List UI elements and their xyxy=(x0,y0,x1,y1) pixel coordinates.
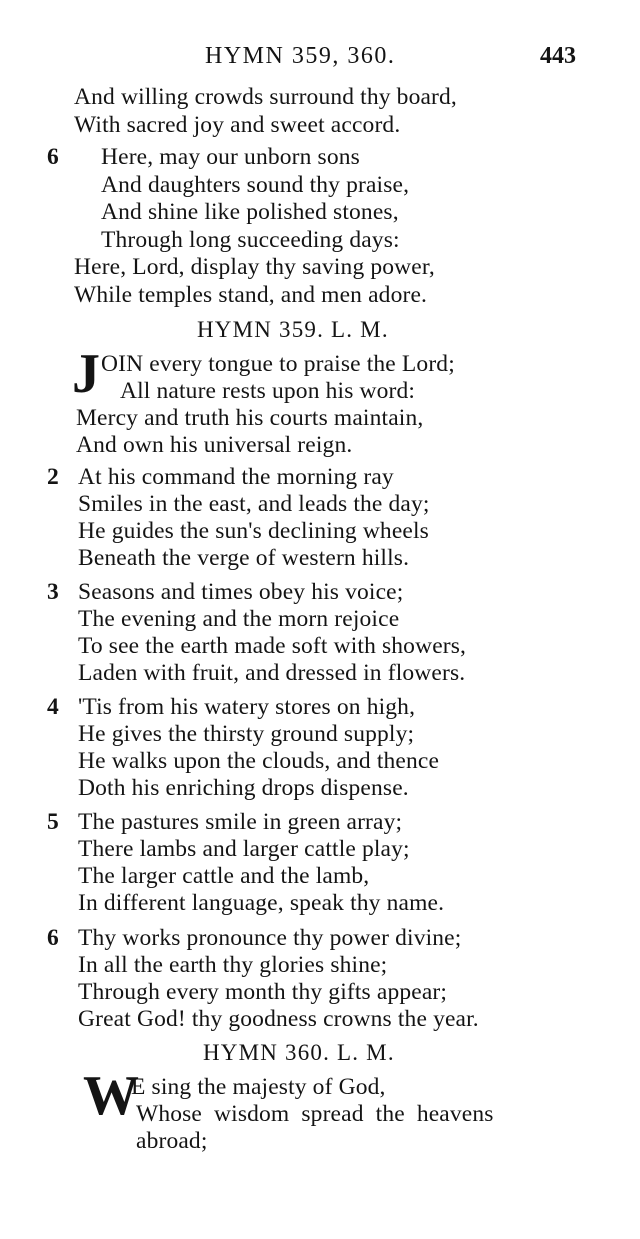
verse-line: And own his universal reign. xyxy=(76,432,353,458)
running-head: HYMN 359, 360. xyxy=(205,43,396,69)
verse-line: And daughters sound thy praise, xyxy=(101,172,410,198)
verse-line: All nature rests upon his word: xyxy=(120,378,416,404)
drop-cap: J xyxy=(72,343,100,405)
stanza-number: 2 xyxy=(47,464,59,490)
verse-line: While temples stand, and men adore. xyxy=(74,282,428,308)
drop-cap: W xyxy=(83,1065,139,1127)
verse-line: Great God! thy goodness crowns the year. xyxy=(78,1006,479,1032)
verse-line: Here, may our unborn sons xyxy=(101,144,360,170)
verse-line: Laden with fruit, and dressed in flowers. xyxy=(78,660,466,686)
stanza-number: 6 xyxy=(47,144,59,170)
verse-line: He walks upon the clouds, and thence xyxy=(78,748,440,774)
verse-line: Thy works pronounce thy power divine; xyxy=(78,925,462,951)
verse-line: Mercy and truth his courts maintain, xyxy=(76,405,424,431)
verse-line: Beneath the verge of western hills. xyxy=(78,545,410,571)
stanza-number: 4 xyxy=(47,694,59,720)
verse-line: At his command the morning ray xyxy=(78,464,394,490)
verse-line: The evening and the morn rejoice xyxy=(78,606,400,632)
verse-line: abroad; xyxy=(136,1128,208,1154)
verse-line: Here, Lord, display thy saving power, xyxy=(74,254,435,280)
verse-line: To see the earth made soft with showers, xyxy=(78,633,467,659)
page-number: 443 xyxy=(540,43,576,69)
verse-line: 'Tis from his watery stores on high, xyxy=(78,694,416,720)
hymn-title: HYMN 360. L. M. xyxy=(203,1040,395,1065)
verse-line: E sing the majesty of God, xyxy=(131,1074,386,1100)
stanza-number: 5 xyxy=(47,809,59,835)
verse-line: In all the earth thy glories shine; xyxy=(78,952,388,978)
verse-line: In different language, speak thy name. xyxy=(78,890,445,916)
verse-line: And shine like polished stones, xyxy=(101,199,399,225)
stanza-number: 6 xyxy=(47,925,59,951)
verse-line: With sacred joy and sweet accord. xyxy=(74,112,401,138)
verse-line: And willing crowds surround thy board, xyxy=(74,84,457,110)
verse-line: Doth his enriching drops dispense. xyxy=(78,775,409,801)
verse-line: Smiles in the east, and leads the day; xyxy=(78,491,430,517)
verse-line: OIN every tongue to praise the Lord; xyxy=(101,351,455,377)
verse-line: He guides the sun's declining wheels xyxy=(78,518,429,544)
verse-line: The pastures smile in green array; xyxy=(78,809,403,835)
verse-line: There lambs and larger cattle play; xyxy=(78,836,410,862)
verse-line: Through every month thy gifts appear; xyxy=(78,979,448,1005)
stanza-number: 3 xyxy=(47,579,59,605)
verse-line: He gives the thirsty ground supply; xyxy=(78,721,415,747)
verse-line: Whose wisdom spread the heavens xyxy=(136,1101,494,1127)
verse-line: Seasons and times obey his voice; xyxy=(78,579,404,605)
verse-line: The larger cattle and the lamb, xyxy=(78,863,370,889)
hymn-title: HYMN 359. L. M. xyxy=(197,317,389,342)
verse-line: Through long succeeding days: xyxy=(101,227,400,253)
